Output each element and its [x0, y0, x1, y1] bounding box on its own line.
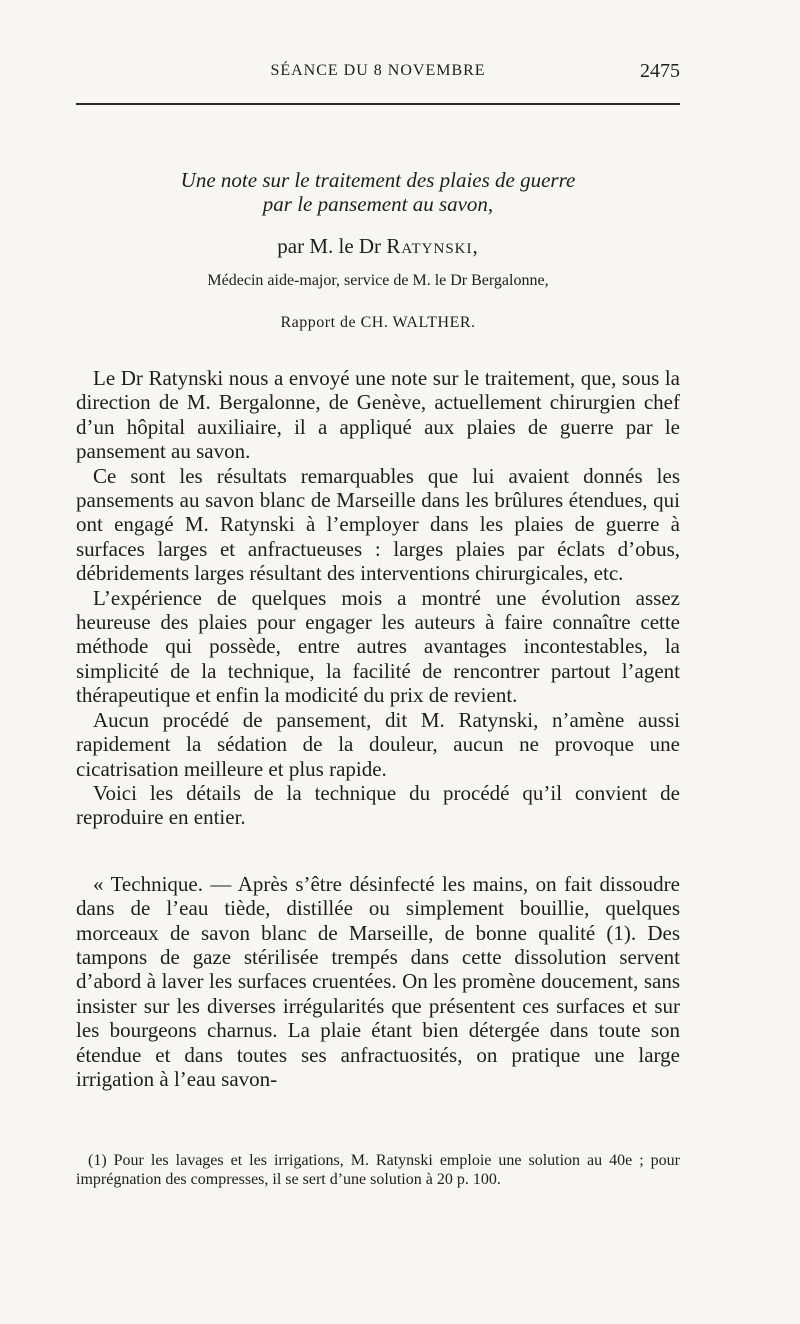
footnote [76, 1151, 680, 1189]
technique-paragraph: « Technique. — Après s’être désinfecté les mains, on fait dissoudre dans de l’eau tiède, distillée ou simplement bouillie, quelques morceaux de savon blanc de Marseille, de bonne qualité (1). Des tampons de gaze stérilisée trempés dans cette dissolution servent d’abord à laver les surfaces cruentées. On les promène doucement, sans insister sur les diverses irrégularités que présentent ces surfaces et sur les bourgeons charnus. La plaie étant bien détergée dans toute son étendue et dans toutes ses anfractuosités, on pratique une large irrigation à l’eau savon- [76, 871, 680, 1091]
running-title: SÉANCE DU 8 NOVEMBRE [270, 62, 486, 79]
page-header [76, 62, 680, 92]
body-paragraph: Voici les détails de la technique du procédé qu’il convient de reproduire en entier. [76, 780, 680, 830]
author-prefix: par M. le Dr [277, 234, 382, 258]
body-paragraph: Ce sont les résultats remarquables que lui avaient donnés les pansements au savon blanc de Marseille dans les brûlures étendues, qui ont engagé M. Ratynski à l’employer dans les plaies de guerre à surfaces larges et anfractueuses : larges plaies par éclats d’obus, débridements larges résultant des interventions chirurgicales, etc. [76, 463, 680, 586]
report-line: Rapport de CH. WALTHER. [280, 314, 476, 331]
header-rule [76, 103, 680, 105]
page-number: 2475 [640, 60, 680, 82]
article-title-block [76, 168, 680, 332]
article-title-line-2: par le pansement au savon, [262, 192, 494, 216]
article-title-line-1: Une note sur le traitement des plaies de guerre [180, 168, 576, 192]
author-line [76, 234, 680, 258]
article-body [76, 366, 680, 1091]
body-paragraph: L’expérience de quelques mois a montré une évolution assez heureuse des plaies pour engager les auteurs à faire connaître cette méthode qui possède, entre autres avantages incontestables, la simplicité de la technique, la facilité de rencontrer partout l’agent thérapeutique et enfin la modicité du prix de revient. [76, 585, 680, 708]
author-affiliation: Médecin aide-major, service de M. le Dr Bergalonne, [207, 272, 549, 289]
footnote-text: (1) Pour les lavages et les irrigations, M. Ratynski emploie une solution au 40e ; pour imprégnation des compresses, il se sert d’une solution à 20 p. 100. [76, 1152, 680, 1188]
body-paragraph: Le Dr Ratynski nous a envoyé une note sur le traitement, que, sous la direction de M. Bergalonne, de Genève, actuellement chirurgien chef d’un hôpital auxiliaire, il a appliqué aux plaies de guerre par le pansement au savon. [76, 366, 680, 464]
author-name: Ratynski, [386, 234, 479, 258]
body-paragraph: Aucun procédé de pansement, dit M. Ratynski, n’amène aussi rapidement la sédation de la douleur, aucun ne provoque une cicatrisation meilleure et plus rapide. [76, 707, 680, 781]
